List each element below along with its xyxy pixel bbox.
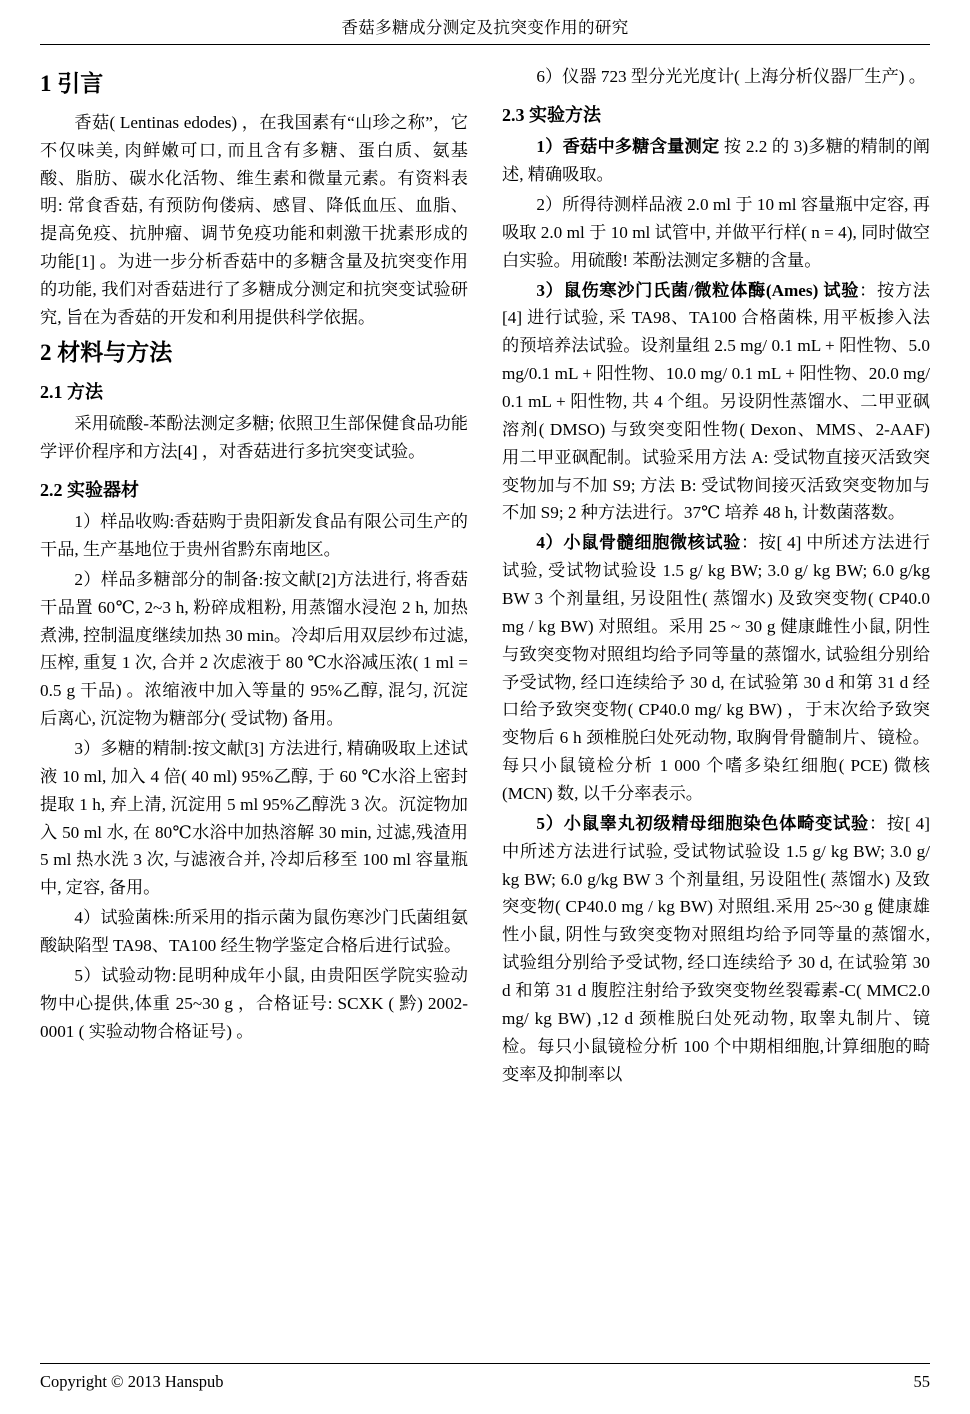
label-experiment-1: 1）香菇中多糖含量测定 xyxy=(536,137,720,157)
page-number: 55 xyxy=(913,1372,930,1391)
left-column xyxy=(40,63,468,1090)
text-experiment-5: ：按[ 4] 中所述方法进行试验, 受试物试验设 1.5 g/ kg BW; 3.0 g/ kg BW; 6.0 g/kg BW 3 个剂量组, 另设阻性( 蒸馏水) 及致突变物( CP40.0 mg / kg BW) 对照组.采用 25~30 g 健康雄性小鼠, 阴性与致突变物对照组均给予同等量的蒸馏水, 试验组分别给予受试物, 经口连续给予 30 d, 在试验第 30 d 和第 31 d 腹腔注射给予致突变物丝裂霉素-C( MMC2.0 mg/ kg BW) ,12 d 颈椎脱臼处死动物, 取睾丸制片、镜检。每只小鼠镜检分析 100 个中期相细胞,计算细胞的畸变率及抑制率以 xyxy=(502,813,930,1084)
paragraph-experiment-5 xyxy=(502,810,930,1089)
footer-row xyxy=(40,1372,930,1392)
label-experiment-3: 3）鼠伤寒沙门氏菌/微粒体酶(Ames) 试验 xyxy=(536,280,860,300)
paragraph-experiment-2: 2）所得待测样品液 2.0 ml 于 10 ml 容量瓶中定容, 再吸取 2.0 ml 于 10 ml 试管中, 并做平行样( n = 4), 同时做空白实验。用硫酸! 苯酚法测定多糖的含量。 xyxy=(502,194,930,270)
paragraph-equipment-5: 5）试验动物:昆明种成年小鼠, 由贵阳医学院实验动物中心提供,体重 25~30 g ，合格证号: SCXK ( 黔) 2002- 0001 ( 实验动物合格证号) 。 xyxy=(40,965,468,1041)
label-experiment-5: 5）小鼠睾丸初级精母细胞染色体畸变试验 xyxy=(536,813,869,833)
copyright-text: Copyright © 2013 Hanspub xyxy=(40,1372,224,1391)
paragraph-equipment-3: 3）多糖的精制:按文献[3] 方法进行, 精确吸取上述试液 10 ml, 加入 4 倍( 40 ml) 95%乙醇, 于 60 ℃水浴上密封提取 1 h, 弃上清, 沉淀用 5 ml 95%乙醇洗 3 次。沉淀物加入 50 ml 水, 在 80℃水浴中加热溶解 30 min, 过滤,残渣用 5 ml 热水洗 3 次, 与滤液合并, 冷却后移至 100 ml 容量瓶中, 定容, 备用。 xyxy=(40,739,468,898)
heading-introduction: 1 引言 xyxy=(40,71,104,96)
paragraph-equipment-4: 4）试验菌株:所采用的指示菌为鼠伤寒沙门氏菌组氨酸缺陷型 TA98、TA100 经生物学鉴定合格后进行试验。 xyxy=(40,908,468,956)
paragraph-equipment-1: 1）样品收购:香菇购于贵阳新发食品有限公司生产的干品, 生产基地位于贵州省黔东南地区。 xyxy=(40,512,468,560)
paragraph-method: 采用硫酸-苯酚法测定多糖; 依照卫生部保健食品功能学评价程序和方法[4] ，对香菇进行多抗突变试验。 xyxy=(40,414,468,461)
heading-equipment: 2.2 实验器材 xyxy=(40,479,139,500)
paragraph-equipment-6: 6）仪器 723 型分光光度计( 上海分析仪器厂生产) 。 xyxy=(536,67,926,86)
running-head: 香菇多糖成分测定及抗突变作用的研究 xyxy=(341,18,629,37)
text-experiment-1: 按 2.2 的 3)多糖的精制的阐述, 精确吸取。 xyxy=(502,137,930,185)
paragraph-introduction: 香菇( Lentinas edodes) ，在我国素有“山珍之称”，它不仅味美, 肉鲜嫩可口, 而且含有多糖、蛋白质、氨基酸、脂肪、碳水化活物、维生素和微量元素。有资料表明: 常食香菇, 有预防佝偻病、感冒、降低血压、血脂、提高免疫、抗肿瘤、调节免疫功能和刺激干扰素形成的功能[1] 。为进一步分析香菇中的多糖含量及抗突变作用的功能, 我们对香菇进行了多糖成分测定和抗突变试验研究, 旨在为香菇的开发和利用提供科学依据。 xyxy=(40,112,468,327)
right-column xyxy=(502,63,930,1090)
footer-rule xyxy=(40,1363,930,1364)
heading-method: 2.1 方法 xyxy=(40,381,103,402)
two-column-body xyxy=(40,63,930,1090)
text-experiment-3: ：按方法[4] 进行试验, 采 TA98、TA100 合格菌株, 用平板掺入法的预培养法试验。设剂量组 2.5 mg/ 0.1 mL + 阳性物、5.0 mg/0.1 mL + 阳性物、10.0 mg/ 0.1 mL + 阳性物、20.0 mg/ 0.1 mL + 阳性物, 共 4 个组。另设阴性蒸馏水、二甲亚砜溶剂( DMSO) 与致突变阳性物( Dexon、MMS、2-AAF) 用二甲亚砜配制。试验采用方法 A: 受试物直接灭活致突变物加与不加 S9; 方法 B: 受试物间接灭活致突变物加与不加 S9; 2 种方法进行。37℃ 培养 48 h, 计数菌落数。 xyxy=(502,280,930,523)
text-experiment-4: ：按[ 4] 中所述方法进行试验, 受试物试验设 1.5 g/ kg BW; 3.0 g/ kg BW; 6.0 g/kg BW 3 个剂量组, 另设阻性( 蒸馏水) 及致突变物( CP40.0 mg / kg BW) 对照组。采用 25 ~ 30 g 健康雌性小鼠, 阴性与致突变物对照组均给予同等量的蒸馏水, 试验组分别给予受试物, 经口连续给予 30 d, 在试验第 30 d 和第 31 d 经口给予致突变物( CP40.0 mg/ kg BW) ，于末次给予致突变物后 6 h 颈椎脱臼处死动物, 取胸骨骨髓制片、镜检。每只小鼠镜检分析 1 000 个嗜多染红细胞( PCE) 微核(MCN) 数, 以千分率表示。 xyxy=(502,533,930,804)
paragraph-experiment-1 xyxy=(502,133,930,189)
heading-materials-methods: 2 材料与方法 xyxy=(40,339,173,365)
paragraph-experiment-3 xyxy=(502,277,930,528)
label-experiment-4: 4）小鼠骨髓细胞微核试验 xyxy=(536,533,741,553)
header-rule xyxy=(40,44,930,45)
page-footer xyxy=(40,1363,930,1392)
paragraph-experiment-4 xyxy=(502,529,930,808)
paragraph-equipment-2: 2）样品多糖部分的制备:按文献[2]方法进行, 将香菇干品置 60℃, 2~3 h, 粉碎成粗粉, 用蒸馏水浸泡 2 h, 加热煮沸, 控制温度继续加热 30 min。冷却后用双层纱布过滤, 压榨, 重复 1 次, 合并 2 次虑液于 80 ℃水浴减压浓( 1 ml = 0.5 g 干品) 。浓缩液中加入等量的 95%乙醇, 混匀, 沉淀后离心, 沉淀物为糖部分( 受试物) 备用。 xyxy=(40,569,468,729)
heading-experimental-methods: 2.3 实验方法 xyxy=(502,104,601,125)
